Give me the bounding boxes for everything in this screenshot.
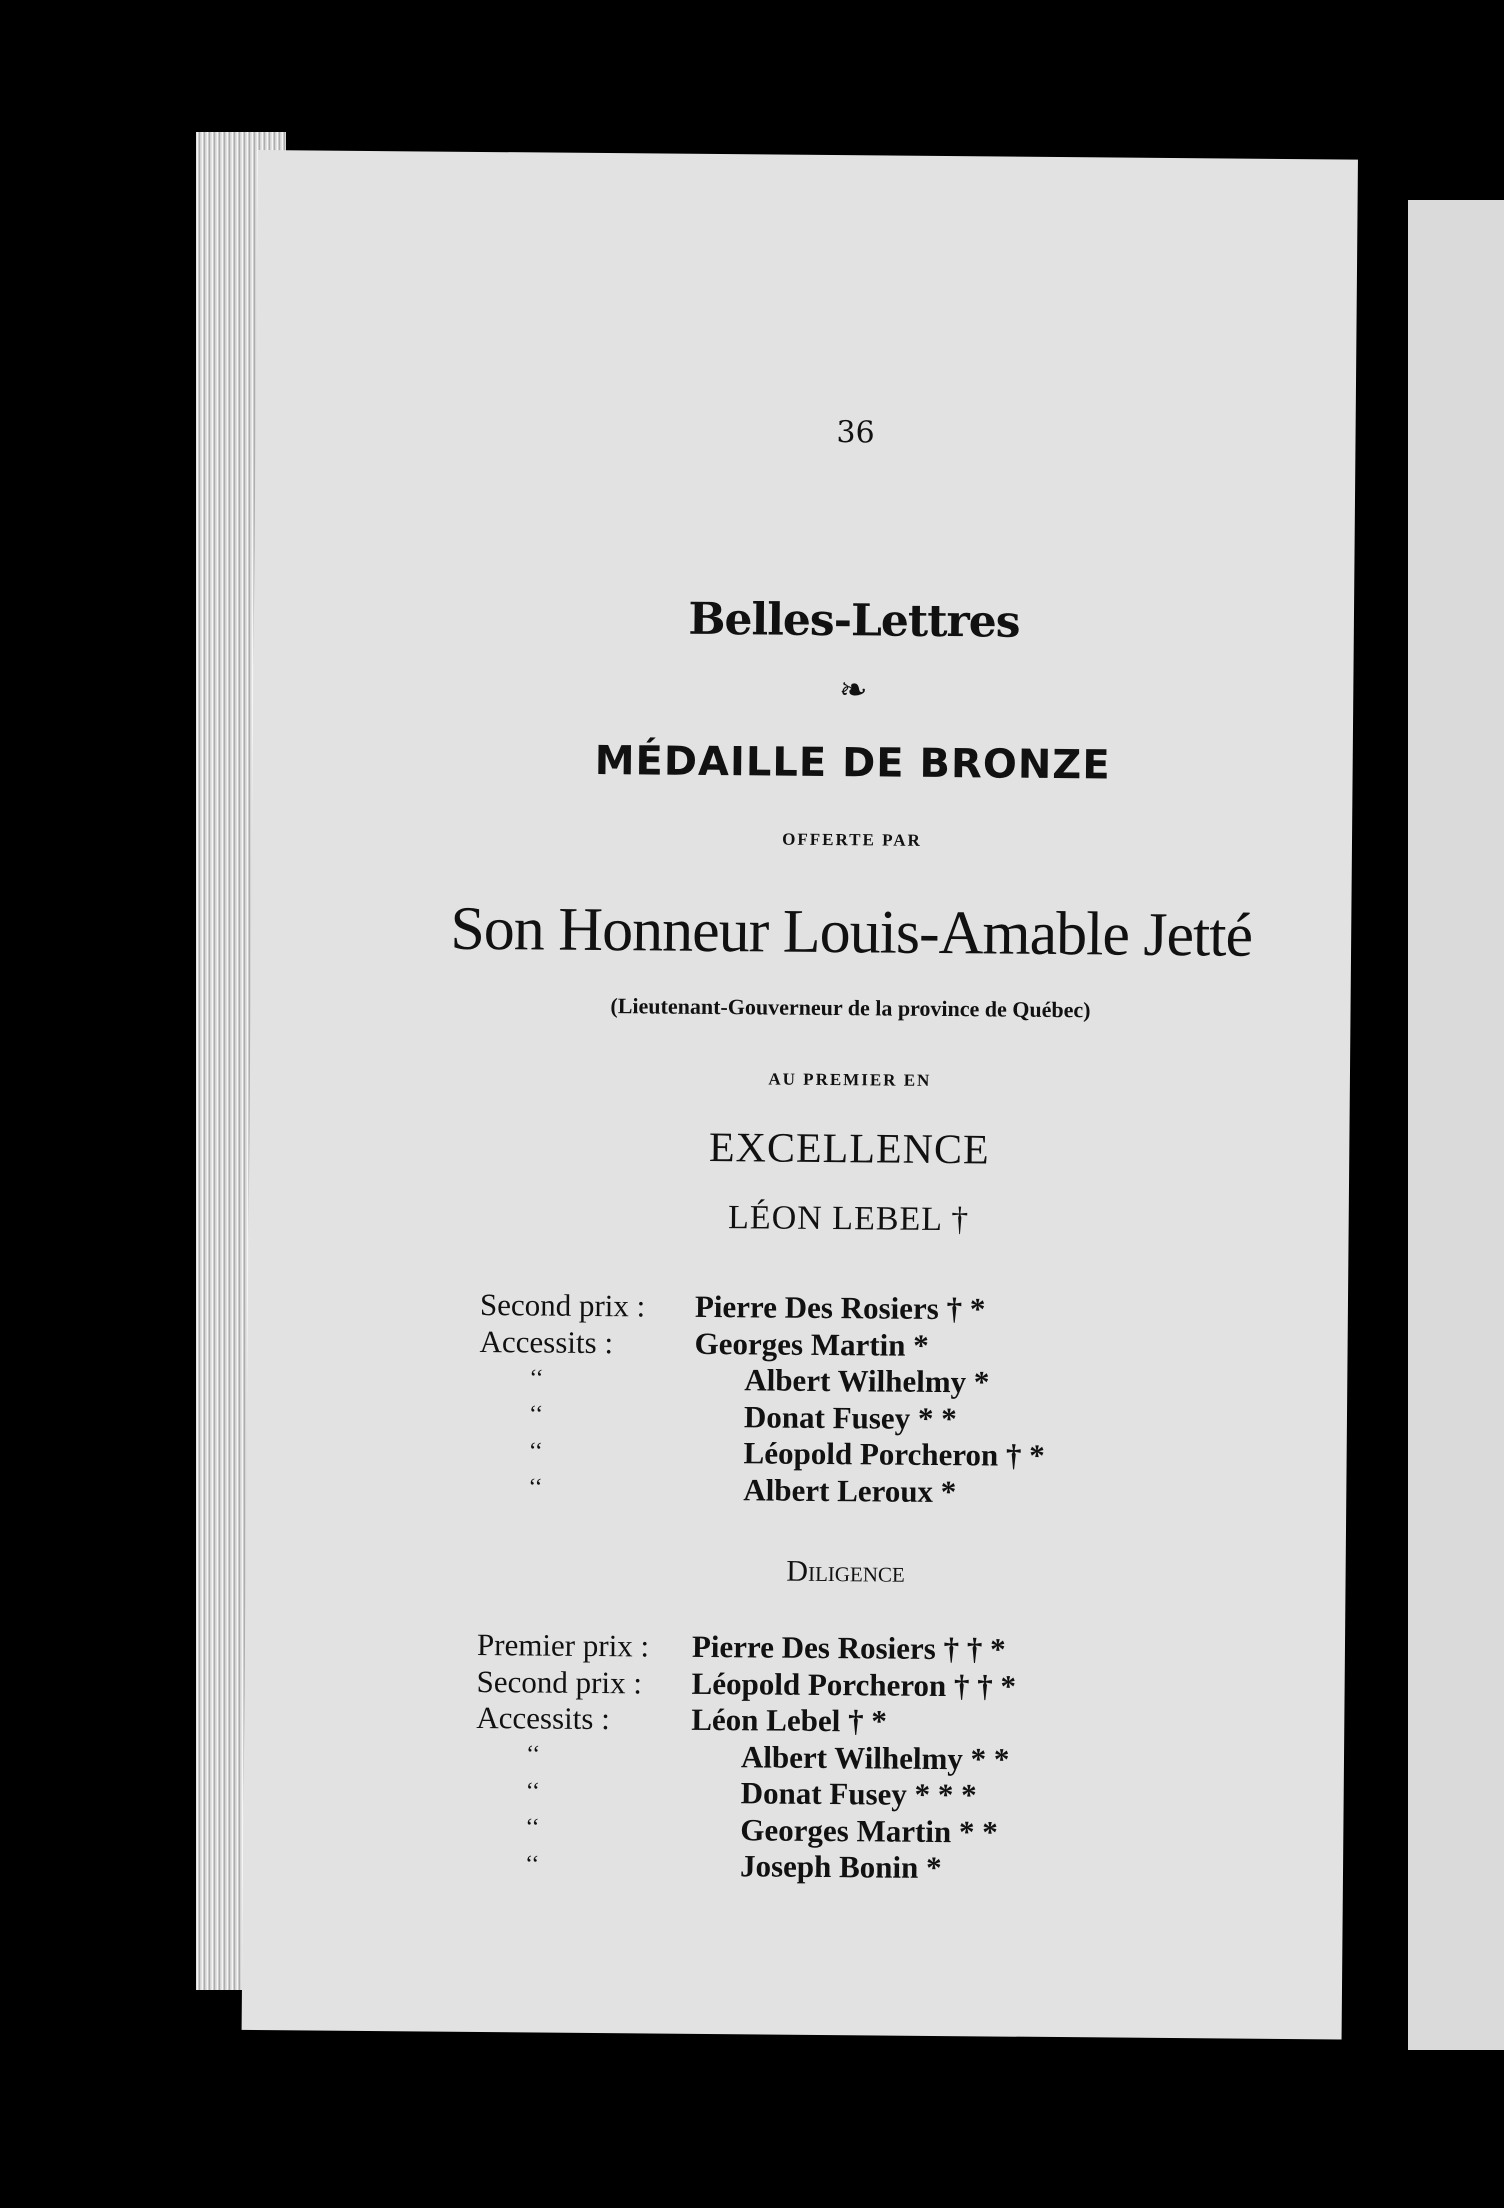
prize-name: Albert Wilhelmy * * <box>740 1739 1010 1777</box>
prize-name: Léon Lebel † * <box>691 1702 887 1739</box>
list-item <box>479 1360 1045 1401</box>
list-item <box>479 1323 1045 1364</box>
list-item <box>478 1433 1044 1474</box>
list-item <box>478 1469 1044 1510</box>
medal-heading: MÉDAILLE DE BRONZE <box>594 737 1111 789</box>
diligence-prize-list <box>475 1627 1017 1887</box>
list-item <box>475 1809 1015 1850</box>
list-item <box>479 1396 1045 1437</box>
prize-name: Pierre Des Rosiers † * <box>694 1289 986 1327</box>
prize-label: Accessits : <box>479 1323 614 1360</box>
list-item <box>476 1773 1016 1814</box>
donor-title: (Lieutenant-Gouverneur de la province de Québec) <box>610 993 1091 1023</box>
section-title: Belles-Lettres <box>688 593 1020 648</box>
ditto-mark: ‘‘ <box>525 1814 540 1841</box>
prize-name: Donat Fusey * * * <box>740 1775 977 1813</box>
award-target-label: AU PREMIER EN <box>768 1069 932 1090</box>
adjacent-page <box>1408 200 1504 2050</box>
prize-name: Léopold Porcheron † * <box>743 1435 1045 1474</box>
prize-label: Second prix : <box>476 1663 643 1701</box>
list-item <box>476 1736 1016 1777</box>
prize-name: Georges Martin * * <box>740 1812 998 1850</box>
ditto-mark: ‘‘ <box>525 1778 541 1805</box>
ditto-mark: ‘‘ <box>525 1741 541 1768</box>
ditto-mark: ‘‘ <box>528 1474 543 1501</box>
list-item <box>476 1700 1016 1741</box>
prize-name: Pierre Des Rosiers † † * <box>691 1629 1006 1667</box>
prize-name: Léopold Porcheron † † * <box>691 1665 1017 1704</box>
prize-label: Premier prix : <box>476 1627 650 1664</box>
ditto-mark: ‘‘ <box>524 1851 540 1878</box>
prize-name: Joseph Bonin * <box>739 1848 942 1886</box>
first-prize-winner: LÉON LEBEL † <box>727 1199 970 1239</box>
prize-name: Georges Martin * <box>694 1325 929 1363</box>
prize-name: Albert Leroux * <box>743 1472 957 1509</box>
ditto-mark: ‘‘ <box>529 1365 544 1392</box>
list-item <box>476 1663 1016 1704</box>
category-heading-excellence: EXCELLENCE <box>708 1124 990 1174</box>
ditto-mark: ‘‘ <box>528 1401 544 1428</box>
prize-label: Second prix : <box>479 1287 646 1324</box>
fleuron-ornament: ❧ <box>838 670 868 711</box>
page-number: 36 <box>836 415 875 451</box>
donor-name: Son Honneur Louis-Amable Jetté <box>450 894 1253 970</box>
offered-by-label: OFFERTE PAR <box>782 829 922 850</box>
list-item <box>480 1287 1046 1328</box>
category-heading-diligence: Diligence <box>786 1554 905 1589</box>
ditto-mark: ‘‘ <box>528 1438 543 1465</box>
prize-name: Donat Fusey * * <box>743 1399 957 1436</box>
prize-label: Accessits : <box>476 1700 610 1737</box>
list-item <box>477 1627 1017 1668</box>
book-page <box>242 150 1358 2040</box>
list-item <box>475 1846 1015 1887</box>
prize-name: Albert Wilhelmy * <box>744 1362 990 1400</box>
excellence-prize-list <box>478 1287 1046 1511</box>
